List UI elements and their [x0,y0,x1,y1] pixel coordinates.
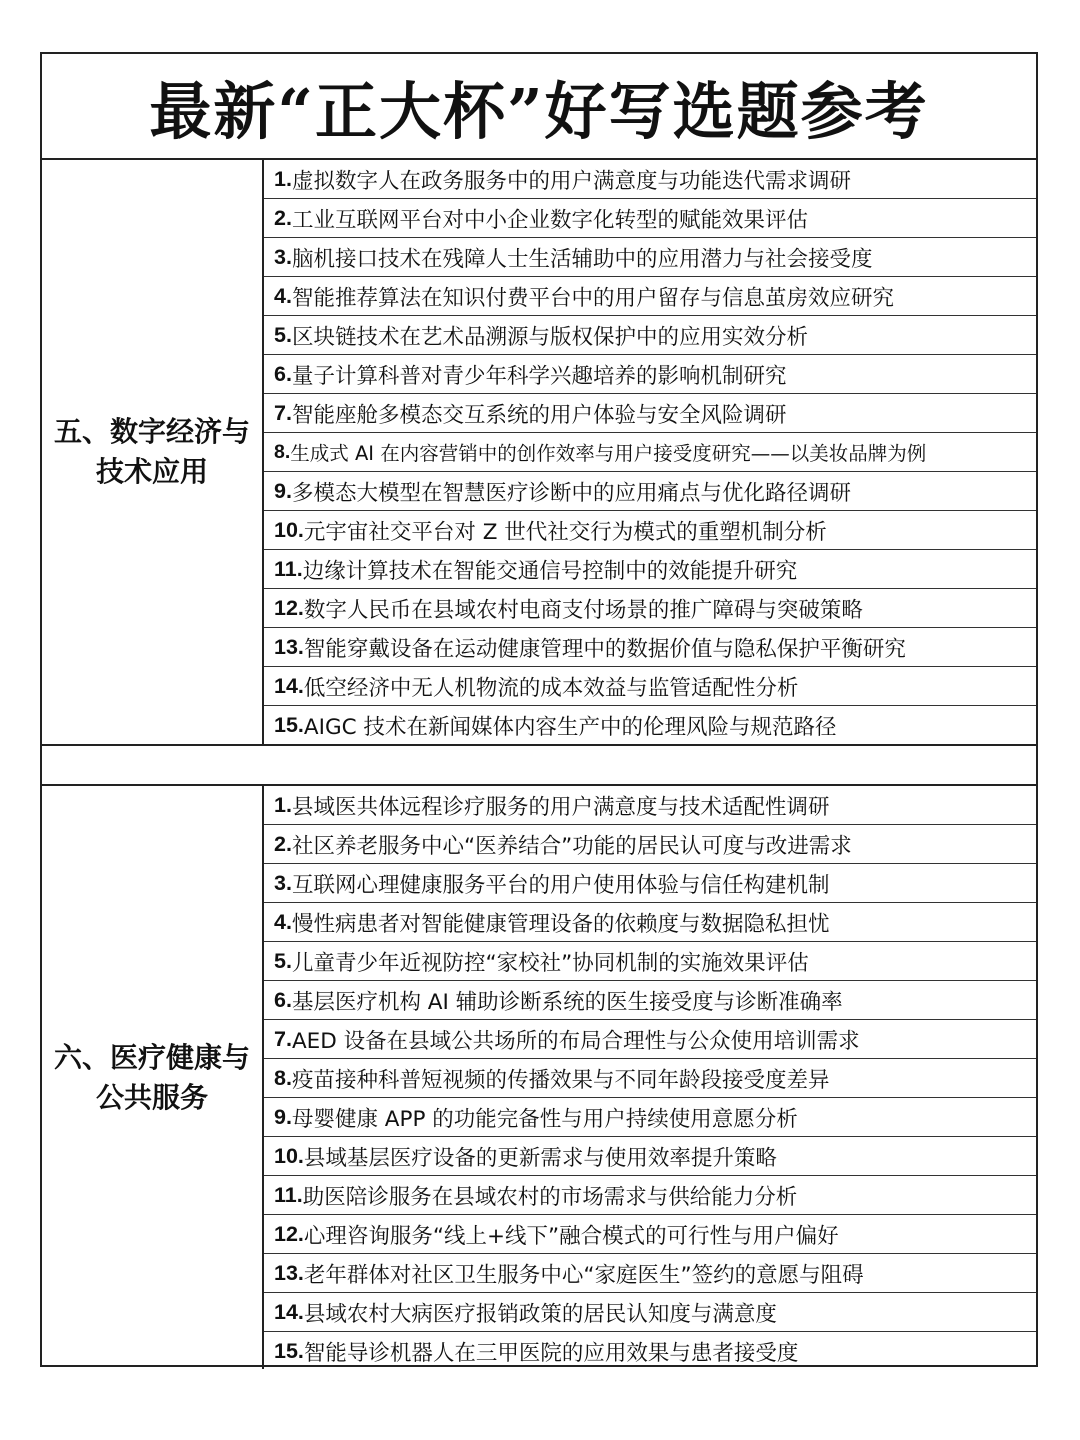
section-digital-economy [42,160,1036,746]
topic-text: 虚拟数字人在政务服务中的用户满意度与功能迭代需求调研 [291,168,851,194]
topic-row [264,199,1036,238]
topic-number: 12. [274,595,304,620]
topic-row [264,1137,1036,1176]
topic-text: 数字人民币在县域农村电商支付场景的推广障碍与突破策略 [303,597,863,623]
topic-row [264,1098,1036,1137]
topic-row [264,316,1036,355]
topic-row [264,160,1036,199]
topic-number: 4. [274,283,292,308]
topic-text: 县域基层医疗设备的更新需求与使用效率提升策略 [303,1145,777,1171]
topic-number: 15. [274,1339,304,1363]
topic-row [264,903,1036,942]
topic-text: 慢性病患者对智能健康管理设备的依赖度与数据隐私担忧 [291,911,830,937]
topic-text: 多模态大模型在智慧医疗诊断中的应用痛点与优化路径调研 [291,480,851,506]
topic-row [264,550,1036,589]
topic-table [40,52,1038,1367]
topic-row [264,472,1036,511]
topic-row [264,1215,1036,1254]
category-cell [42,160,264,744]
topic-number: 10. [274,517,304,542]
topic-row [264,786,1036,825]
topic-text: 工业互联网平台对中小企业数字化转型的赋能效果评估 [291,207,808,233]
topic-text: 边缘计算技术在智能交通信号控制中的效能提升研究 [302,558,798,584]
topic-number: 8. [274,1065,292,1090]
topic-number: 10. [274,1143,304,1168]
topic-text: AIGC 技术在新闻媒体内容生产中的伦理风险与规范路径 [303,715,837,740]
topic-number: 12. [274,1221,304,1246]
topic-row [264,1020,1036,1059]
topic-number: 6. [274,987,292,1012]
topic-text: 老年群体对社区卫生服务中心“家庭医生”签约的意愿与阻碍 [303,1262,864,1288]
category-label-line2: 公共服务 [95,1080,208,1114]
topic-text: 县域农村大病医疗报销政策的居民认知度与满意度 [303,1301,777,1327]
topic-text: 助医陪诊服务在县域农村的市场需求与供给能力分析 [302,1184,798,1210]
topic-number: 8. [274,440,291,463]
topic-row [264,942,1036,981]
topic-row [264,864,1036,903]
section-healthcare [42,786,1036,1369]
topic-row [264,511,1036,550]
topic-row [264,628,1036,667]
topic-row [264,238,1036,277]
topic-text: 低空经济中无人机物流的成本效益与监管适配性分析 [303,675,799,701]
topic-row [264,1332,1036,1371]
topic-number: 9. [274,1104,292,1129]
topic-number: 11. [274,556,303,581]
topic-row [264,706,1036,745]
topic-list [264,786,1036,1369]
topic-text: AED 设备在县域公共场所的布局合理性与公众使用培训需求 [291,1028,860,1054]
topic-number: 14. [274,1299,304,1324]
topic-number: 11. [274,1182,303,1207]
topic-text: 生成式 AI 在内容营销中的创作效率与用户接受度研究——以美妆品牌为例 [290,442,927,465]
topic-number: 7. [274,400,292,425]
topic-text: 儿童青少年近视防控“家校社”协同机制的实施效果评估 [291,950,809,976]
topic-row [264,355,1036,394]
topic-text: 基层医疗机构 AI 辅助诊断系统的医生接受度与诊断准确率 [291,989,843,1015]
topic-text: 量子计算科普对青少年科学兴趣培养的影响机制研究 [291,363,787,389]
topic-text: 社区养老服务中心“医养结合”功能的居民认可度与改进需求 [291,833,852,859]
topic-text: 智能穿戴设备在运动健康管理中的数据价值与隐私保护平衡研究 [303,636,906,662]
topic-row [264,667,1036,706]
topic-number: 3. [274,244,292,269]
topic-text: 母婴健康 APP 的功能完备性与用户持续使用意愿分析 [291,1106,798,1132]
topic-row [264,1176,1036,1215]
topic-row [264,277,1036,316]
category-label-line1: 六、医疗健康与 [53,1040,250,1074]
topic-text: 智能推荐算法在知识付费平台中的用户留存与信息茧房效应研究 [291,285,894,311]
topic-row [264,1293,1036,1332]
category-label-line1: 五、数字经济与 [53,415,250,448]
topic-number: 9. [274,478,292,503]
topic-row [264,1254,1036,1293]
topic-text: 智能导诊机器人在三甲医院的应用效果与患者接受度 [303,1341,799,1366]
topic-number: 4. [274,909,292,934]
topic-number: 14. [274,673,304,698]
topic-text: 心理咨询服务“线上+线下”融合模式的可行性与用户偏好 [303,1223,839,1249]
topic-number: 1. [274,792,292,817]
topic-number: 2. [274,831,292,856]
topic-row [264,1059,1036,1098]
topic-text: 县域医共体远程诊疗服务的用户满意度与技术适配性调研 [291,794,830,820]
topic-number: 5. [274,322,292,347]
category-cell [42,786,264,1369]
topic-row [264,394,1036,433]
topic-number: 2. [274,205,292,230]
topic-number: 7. [274,1026,292,1051]
topic-row [264,589,1036,628]
topic-text: 互联网心理健康服务平台的用户使用体验与信任构建机制 [291,872,830,898]
topic-number: 3. [274,870,292,895]
category-label-line2: 技术应用 [95,455,208,488]
topic-row [264,825,1036,864]
topic-text: 区块链技术在艺术品溯源与版权保护中的应用实效分析 [291,324,808,350]
topic-text: 智能座舱多模态交互系统的用户体验与安全风险调研 [291,402,787,428]
topic-row [264,433,1036,472]
topic-number: 6. [274,361,292,386]
topic-number: 13. [274,1260,304,1285]
empty-separator-row [42,746,1036,786]
topic-text: 脑机接口技术在残障人士生活辅助中的应用潜力与社会接受度 [291,246,873,272]
topic-number: 1. [274,166,292,191]
topic-list [264,160,1036,744]
topic-text: 元宇宙社交平台对 Z 世代社交行为模式的重塑机制分析 [303,519,827,545]
topic-number: 13. [274,634,304,659]
topic-number: 5. [274,948,292,973]
topic-row [264,981,1036,1020]
page-title: 最新“正大杯”好写选题参考 [42,54,1036,160]
topic-text: 疫苗接种科普短视频的传播效果与不同年龄段接受度差异 [291,1067,830,1093]
topic-number: 15. [274,713,304,737]
